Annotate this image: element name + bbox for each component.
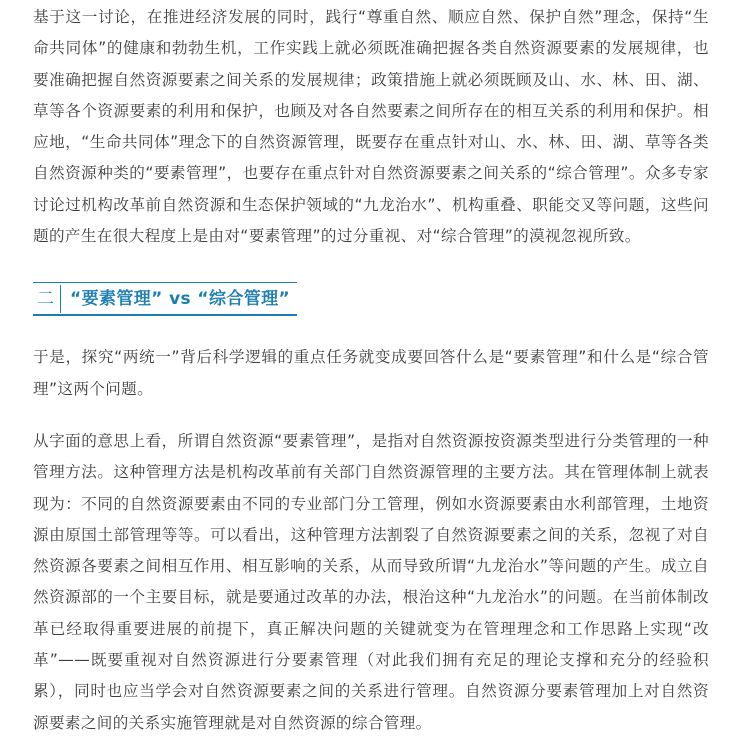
- article-body: [33, 0, 709, 739]
- paragraph-intro: 基于这一讨论，在推进经济发展的同时，践行“尊重自然、顺应自然、保护自然”理念，保持“生命共同体”的健康和勃勃生机，工作实践上就必须既准确把握各类自然资源要素的发展规律，也要准确把握自然资源要素之间关系的发展规律；政策措施上就必须既顾及山、水、林、田、湖、草等各个资源要素的利用和保护，也顾及对各自然要素之间所存在的相互关系的利用和保护。相应地，“生命共同体”理念下的自然资源管理，既要存在重点针对山、水、林、田、湖、草等各类自然资源种类的“要素管理”，也要存在重点针对自然资源要素之间关系的“综合管理”。众多专家讨论过机构改革前自然资源和生态保护领域的“九龙治水”、机构重叠、职能交叉等问题，这些问题的产生在很大程度上是由对“要素管理”的过分重视、对“综合管理”的漠视忽视所致。: [33, 8, 709, 246]
- section-number: 二: [37, 289, 54, 310]
- paragraph-element-management: 从字面的意思上看，所谓自然资源“要素管理”，是指对自然资源按资源类型进行分类管理的一种管理方法。这种管理方法是机构改革前有关部门自然资源管理的主要方法。其在管理体制上就表现为：不同的自然资源要素由不同的专业部门分工管理，例如水资源要素由水利部管理，土地资源由原国土部管理等等。可以看出，这种管理方法割裂了自然资源要素之间的关系，忽视了对自然资源各要素之间相互作用、相互影响的关系，从而导致所谓“九龙治水”等问题的产生。成立自然资源部的一个主要目标，就是要通过改革的办法，根治这种“九龙治水”的问题。在当前体制改革已经取得重要进展的前提下，真正解决问题的关键就变为在管理理念和工作思路上实现“改革”——既要重视对自然资源进行分要素管理（对此我们拥有充足的理论支撑和充分的经验积累），同时也应当学会对自然资源要素之间的关系进行管理。自然资源分要素管理加上对自然资源要素之间的关系实施管理就是对自然资源的综合管理。: [33, 431, 709, 732]
- section-header-bottom-rule: [33, 314, 297, 316]
- section-header-divider: [60, 285, 61, 313]
- section-title: “要素管理” vs “综合管理”: [70, 289, 291, 310]
- section-header: [33, 282, 297, 316]
- paragraph-question: 于是，探究“两统一”背后科学逻辑的重点任务就变成要回答什么是“要素管理”和什么是“综合管理”这两个问题。: [33, 348, 709, 398]
- section-header-top-rule: [33, 282, 297, 283]
